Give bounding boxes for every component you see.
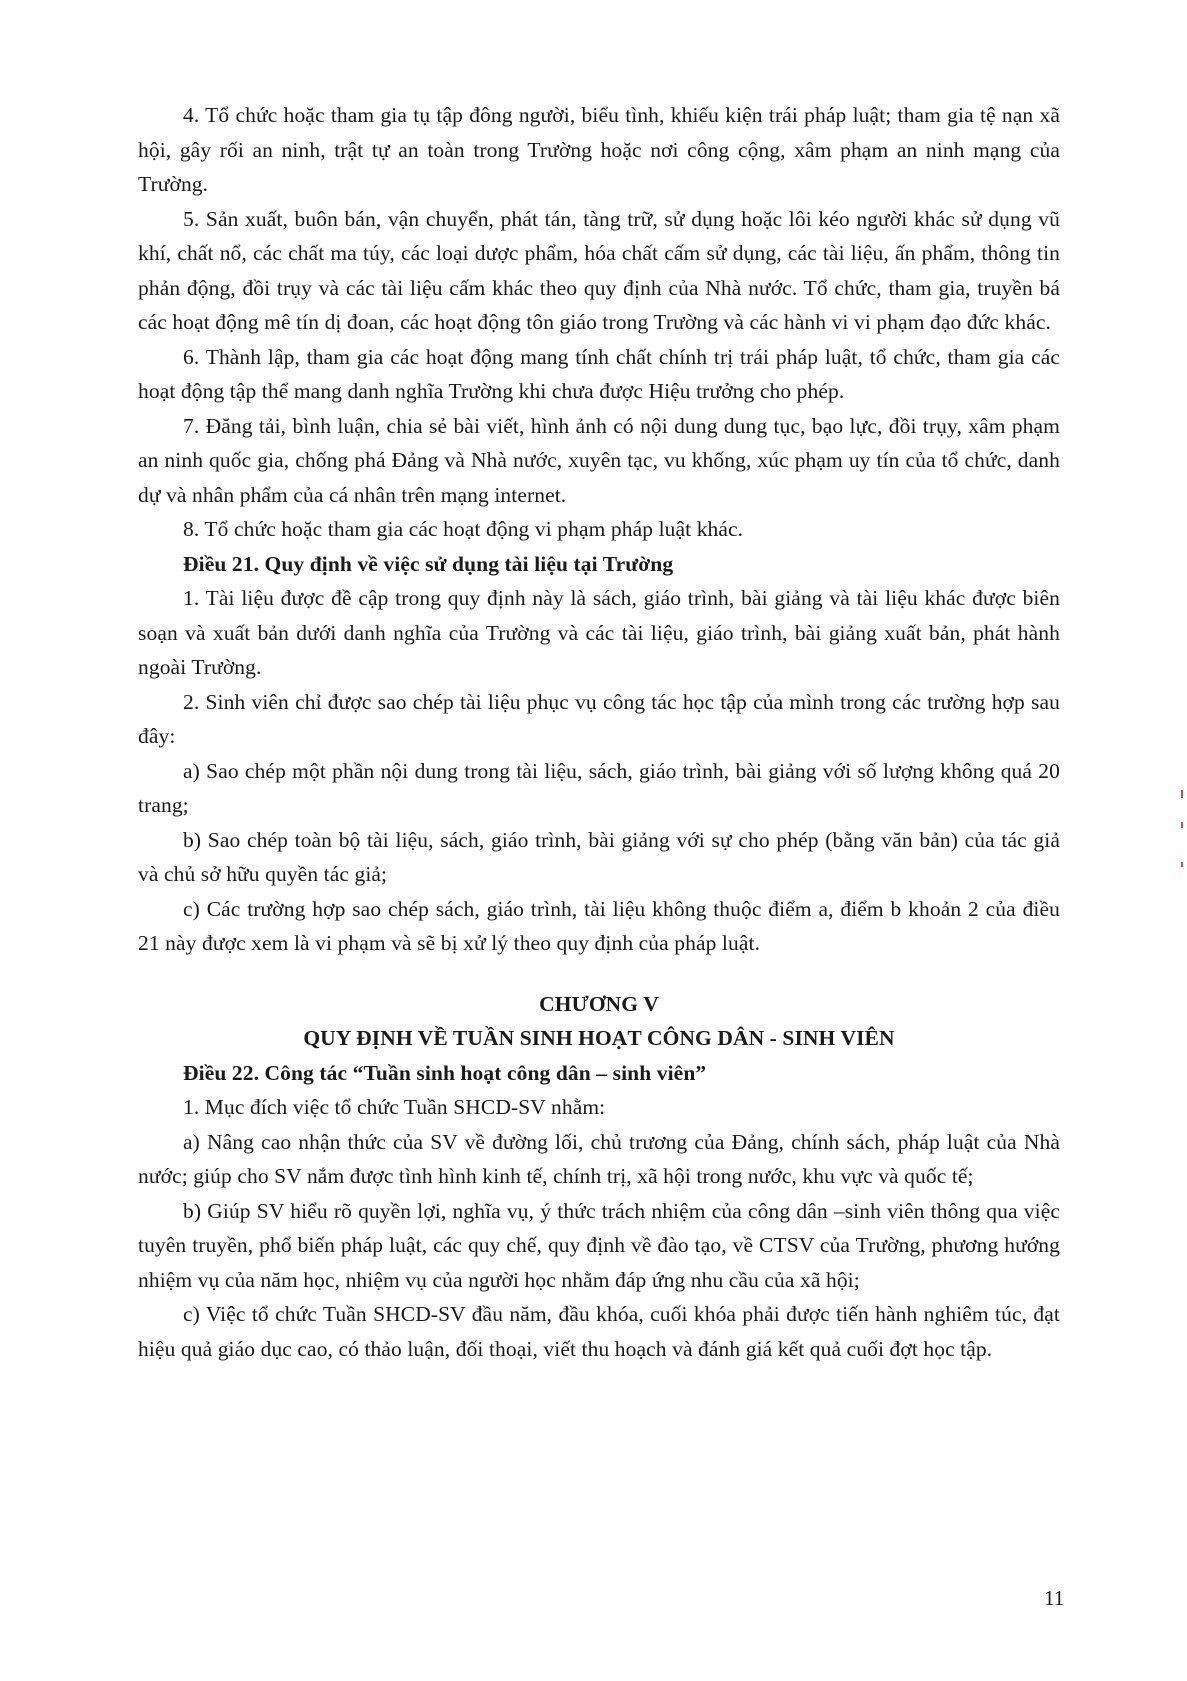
chapter-number: CHƯƠNG V xyxy=(539,991,659,1016)
scan-edge-mark xyxy=(1181,862,1183,867)
article-21-point-a: a) Sao chép một phần nội dung trong tài liệu, sách, giáo trình, bài giảng với số lượng không quá 20 trang; xyxy=(138,758,1060,817)
article-21-clause-2: 2. Sinh viên chỉ được sao chép tài liệu phục vụ công tác học tập của mình trong các trường hợp sau đây: xyxy=(138,689,1060,748)
article-21-heading: Điều 21. Quy định về việc sử dụng tài liệu tại Trường xyxy=(183,551,674,576)
scan-edge-mark xyxy=(1181,822,1183,828)
article-22-point-b: b) Giúp SV hiểu rõ quyền lợi, nghĩa vụ, ý thức trách nhiệm của công dân –sinh viên thông qua việc tuyên truyền, phổ biến pháp luật, các quy chế, quy định về đào tạo, về CTSV của Trường, phương hướng nhiệm vụ của năm học, nhiệm vụ của người học nhằm đáp ứng nhu cầu của xã hội; xyxy=(138,1198,1060,1292)
article-22-point-a: a) Nâng cao nhận thức của SV về đường lối, chủ trương của Đảng, chính sách, pháp luật của Nhà nước; giúp cho SV nắm được tình hình kinh tế, chính trị, xã hội trong nước, khu vực và quốc tế; xyxy=(138,1129,1060,1188)
paragraph-item-6: 6. Thành lập, tham gia các hoạt động mang tính chất chính trị trái pháp luật, tổ chức, tham gia các hoạt động tập thể mang danh nghĩa Trường khi chưa được Hiệu trưởng cho phép. xyxy=(138,344,1060,403)
page-number: 11 xyxy=(1044,1586,1065,1610)
document-page xyxy=(138,98,1060,1366)
article-21-point-b: b) Sao chép toàn bộ tài liệu, sách, giáo trình, bài giảng với sự cho phép (bằng văn bản) của tác giả và chủ sở hữu quyền tác giả; xyxy=(138,827,1060,886)
scan-edge-mark xyxy=(1181,790,1183,798)
paragraph-item-5: 5. Sản xuất, buôn bán, vận chuyển, phát tán, tàng trữ, sử dụng hoặc lôi kéo người khác sử dụng vũ khí, chất nổ, các chất ma túy, các loại dược phẩm, hóa chất cấm sử dụng, các tài liệu, ấn phẩm, thông tin phản động, đồi trụy và các tài liệu cấm khác theo quy định của Nhà nước. Tổ chức, tham gia, truyền bá các hoạt động mê tín dị đoan, các hoạt động tôn giáo trong Trường và các hành vi vi phạm đạo đức khác. xyxy=(138,206,1060,334)
article-22-clause-1: 1. Mục đích việc tổ chức Tuần SHCD-SV nhằm: xyxy=(183,1095,606,1119)
article-22-heading: Điều 22. Công tác “Tuần sinh hoạt công dân – sinh viên” xyxy=(183,1060,707,1085)
article-21-point-c: c) Các trường hợp sao chép sách, giáo trình, tài liệu không thuộc điểm a, điểm b khoản 2 của điều 21 này được xem là vi phạm và sẽ bị xử lý theo quy định của pháp luật. xyxy=(138,896,1060,955)
article-22-point-c: c) Việc tổ chức Tuần SHCD-SV đầu năm, đầu khóa, cuối khóa phải được tiến hành nghiêm túc, đạt hiệu quả giáo dục cao, có thảo luận, đối thoại, viết thu hoạch và đánh giá kết quả cuối đợt học tập. xyxy=(138,1302,1060,1361)
paragraph-item-8: 8. Tổ chức hoặc tham gia các hoạt động vi phạm pháp luật khác. xyxy=(183,517,744,541)
paragraph-item-4: 4. Tổ chức hoặc tham gia tụ tập đông người, biểu tình, khiếu kiện trái pháp luật; tham gia tệ nạn xã hội, gây rối an ninh, trật tự an toàn trong Trường hoặc nơi công cộng, xâm phạm an ninh mạng của Trường. xyxy=(138,103,1060,196)
article-21-clause-1: 1. Tài liệu được đề cập trong quy định này là sách, giáo trình, bài giảng và tài liệu khác được biên soạn và xuất bản dưới danh nghĩa của Trường và các tài liệu, giáo trình, bài giảng xuất bản, phát hành ngoài Trường. xyxy=(138,586,1060,679)
chapter-title: QUY ĐỊNH VỀ TUẦN SINH HOẠT CÔNG DÂN - SINH VIÊN xyxy=(303,1026,895,1050)
paragraph-item-7: 7. Đăng tải, bình luận, chia sẻ bài viết, hình ảnh có nội dung dung tục, bạo lực, đồi trụy, xâm phạm an ninh quốc gia, chống phá Đảng và Nhà nước, xuyên tạc, vu khống, xúc phạm uy tín của tổ chức, danh dự và nhân phẩm của cá nhân trên mạng internet. xyxy=(138,413,1060,507)
